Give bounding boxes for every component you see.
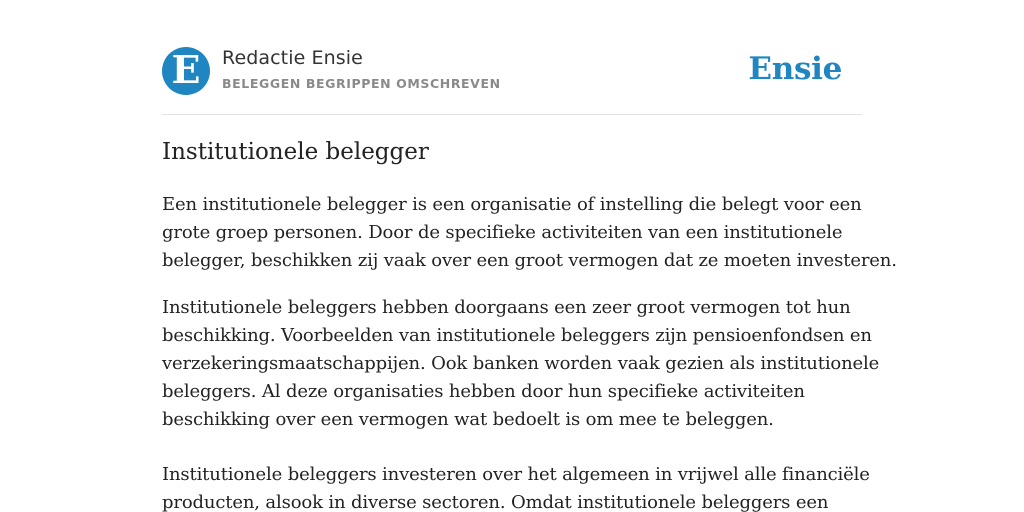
paragraph-line: Een institutionele belegger is een organisatie of instelling die belegt voor een	[162, 194, 862, 215]
paragraph-line: Institutionele beleggers hebben doorgaans een zeer groot vermogen tot hun	[162, 297, 851, 318]
paragraph-line: beleggers. Al deze organisaties hebben door hun specifieke activiteiten	[162, 381, 805, 402]
paragraph-line: Institutionele beleggers investeren over het algemeen in vrijwel alle financiële	[162, 464, 870, 485]
paragraph-line: beschikking. Voorbeelden van institutionele beleggers zijn pensioenfondsen en	[162, 325, 872, 346]
author-subtitle: BELEGGEN BEGRIPPEN OMSCHREVEN	[222, 76, 501, 91]
author-name[interactable]: Redactie Ensie	[222, 47, 363, 69]
article-body	[162, 137, 897, 512]
paragraph	[162, 191, 897, 275]
paragraph-line: belegger, beschikken zij vaak over een groot vermogen dat ze moeten investeren.	[162, 250, 897, 271]
author-avatar[interactable]	[162, 47, 210, 95]
ensie-e-logo-icon	[162, 47, 210, 95]
paragraph	[162, 294, 880, 434]
paragraph-line: producten, alsook in diverse sectoren. Omdat institutionele beleggers een	[162, 492, 829, 512]
paragraph-line: beschikking over een vermogen wat bedoelt is om mee te beleggen.	[162, 409, 774, 430]
article-header	[162, 46, 862, 115]
paragraph-line: grote groep personen. Door de specifieke activiteiten van een institutionele	[162, 222, 843, 243]
paragraph-line: verzekeringsmaatschappijen. Ook banken worden vaak gezien als institutionele	[162, 353, 880, 374]
article-title: Institutionele belegger	[162, 139, 429, 165]
logo-letter: E	[171, 47, 201, 92]
brand-logo[interactable]: Ensie	[748, 51, 842, 87]
paragraph	[162, 461, 870, 512]
